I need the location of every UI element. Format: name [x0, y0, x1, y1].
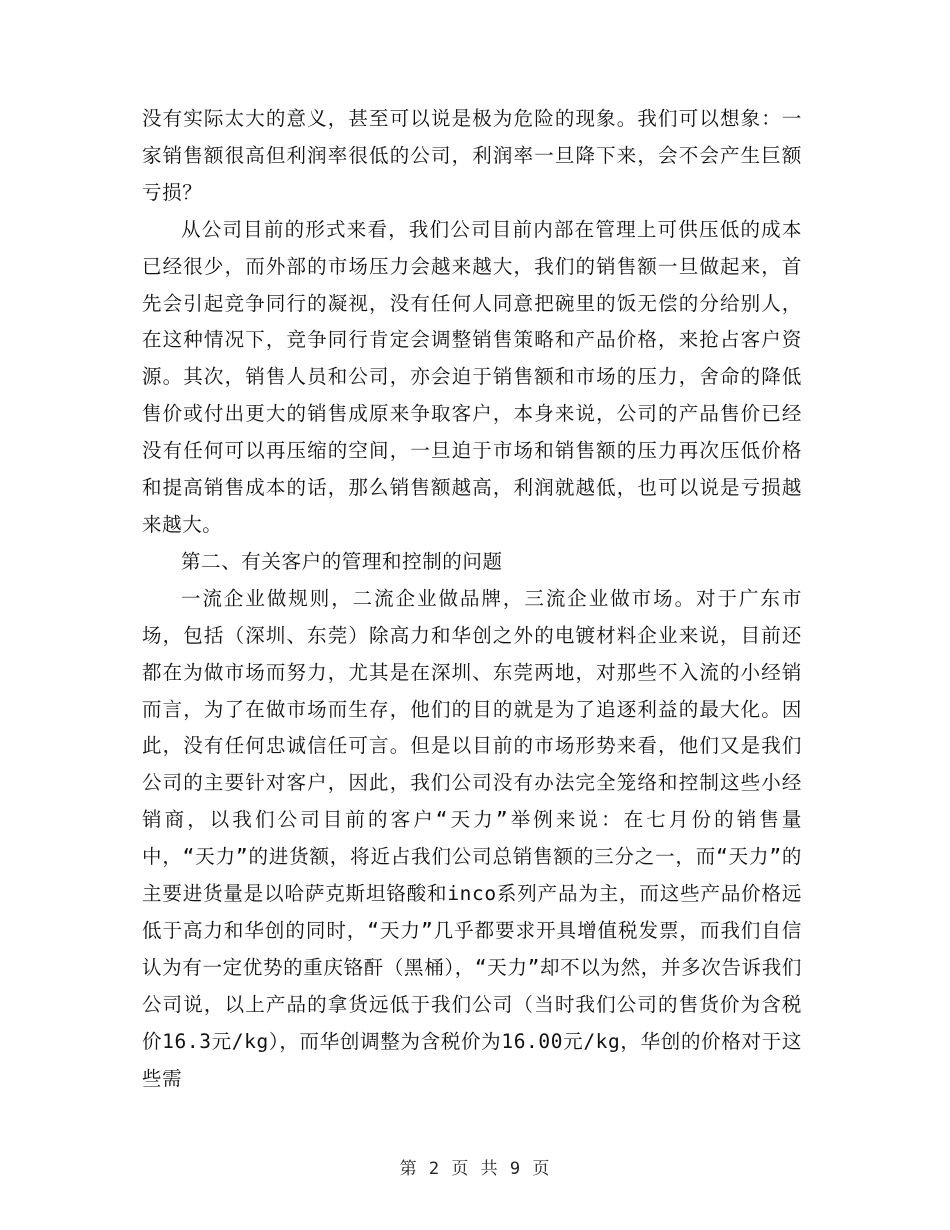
section-heading-customer-management: 第二、有关客户的管理和控制的问题 — [181, 549, 503, 573]
paragraph-company-situation: 从公司目前的形式来看，我们公司目前内部在管理上可供压低的成本已经很少，而外部的市场压力会越来越大，我们的销售额一旦做起来，首先会引起竞争同行的凝视，没有任何人同意把碗里的饭无偿的分给别人，在这种情况下，竞争同行肯定会调整销售策略和产品价格，来抢占客户资源。其次，销售人员和公司，亦会迫于销售额和市场的压力，舍命的降低售价或付出更大的销售成原来争取客户，本身来说，公司的产品售价已经没有任何可以再压缩的空间，一旦迫于市场和销售额的压力再次压低价格和提高销售成本的话，那么销售额越高，利润就越低，也可以说是亏损越来越大。 — [142, 217, 802, 536]
paragraph-customer-control: 一流企业做规则，二流企业做品牌，三流企业做市场。对于广东市场，包括（深圳、东莞）除高力和华创之外的电镀材料企业来说，目前还都在为做市场而努力，尤其是在深圳、东莞两地，对那些不入流的小经销而言，为了在做市场而生存，他们的目的就是为了追逐利益的最大化。因此，没有任何忠诚信任可言。但是以目前的市场形势来看，他们又是我们公司的主要针对客户，因此，我们公司没有办法完全笼络和控制这些小经销商，以我们公司目前的客户“天力”举例来说：在七月份的销售量中，“天力”的进货额，将近占我们公司总销售额的三分之一，而“天力”的主要进货量是以哈萨克斯坦铬酸和inco系列产品为主，而这些产品价格远低于高力和华创的同时，“天力”几乎都要求开具增值税发票，而我们自信认为有一定优势的重庆铬酐（黑桶），“天力”却不以为然，并多次告诉我们公司说，以上产品的拿货远低于我们公司（当时我们公司的售货价为含税价16.3元/kg），而华创调整为含税价为16.00元/kg，华创的价格对于这些需 — [142, 586, 802, 1090]
document-body — [142, 101, 802, 1097]
page-number-footer: 第 2 页 共 9 页 — [399, 1159, 551, 1179]
paragraph-continuation: 没有实际太大的意义，甚至可以说是极为危险的现象。我们可以想象：一家销售额很高但利润率很低的公司，利润率一旦降下来，会不会产生巨额亏损？ — [142, 107, 802, 204]
